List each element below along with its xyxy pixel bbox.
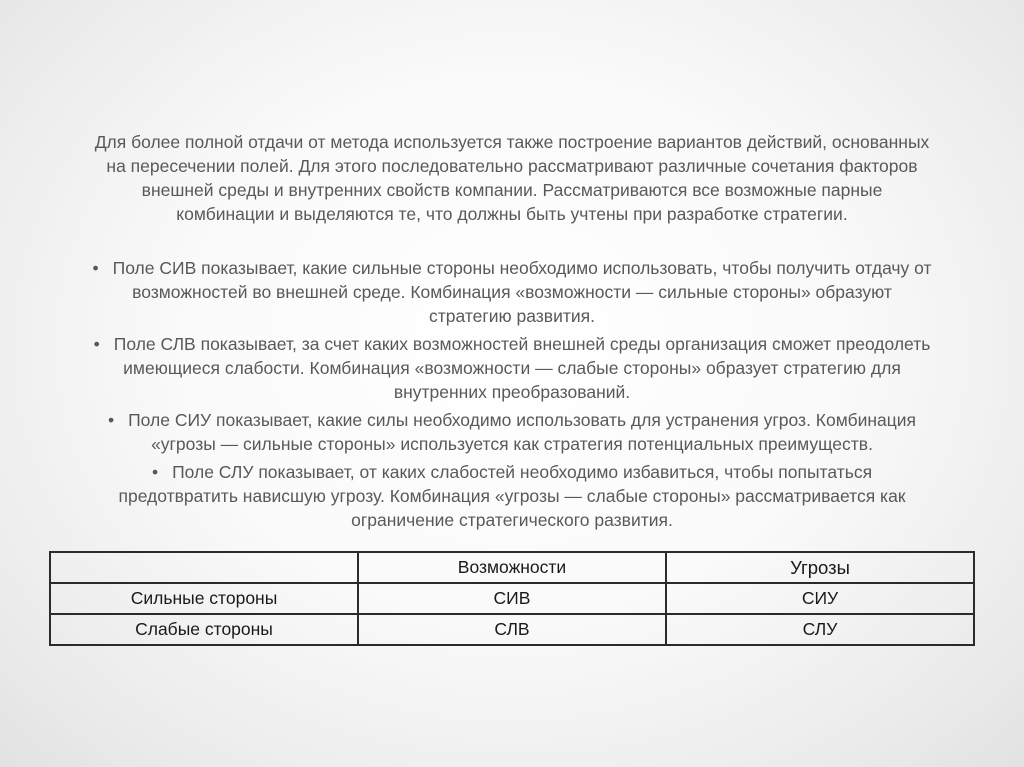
bullet-item-siu xyxy=(40,408,984,456)
bullet-icon: • xyxy=(92,258,99,278)
bullet-line: возможностей во внешней среде. Комбинация «возможности — сильные стороны» образуют xyxy=(132,282,892,302)
bullet-line: предотвратить нависшую угрозу. Комбинация «угрозы — слабые стороны» рассматривается как xyxy=(118,486,906,506)
bullet-item-slu xyxy=(40,460,984,532)
table-cell: Слабые стороны xyxy=(50,614,358,645)
bullet-line: имеющиеся слабости. Комбинация «возможности — слабые стороны» образует стратегию для xyxy=(123,358,901,378)
bullet-line: Поле СИУ показывает, какие силы необходимо использовать для устранения угроз. Комбинация xyxy=(128,410,917,430)
table-row xyxy=(50,583,974,614)
table-cell: СЛВ xyxy=(358,614,666,645)
table-header-row xyxy=(50,552,974,583)
intro-line: на пересечении полей. Для этого последовательно рассматривают различные сочетания факторов xyxy=(106,156,918,176)
bullet-line: ограничение стратегического развития. xyxy=(351,510,673,530)
swot-matrix-table xyxy=(49,551,975,646)
intro-paragraph xyxy=(45,130,979,226)
table-cell: Сильные стороны xyxy=(50,583,358,614)
table-header-cell: Угрозы xyxy=(666,552,974,583)
bullet-line: внутренних преобразований. xyxy=(393,382,631,402)
table-cell: СЛУ xyxy=(666,614,974,645)
bullet-line: стратегию развития. xyxy=(428,306,596,326)
table-header-cell xyxy=(50,552,358,583)
intro-line: комбинации и выделяются те, что должны быть учтены при разработке стратегии. xyxy=(176,204,848,224)
intro-line: Для более полной отдачи от метода используется также построение вариантов действий, основанных xyxy=(94,132,930,152)
bullet-icon: • xyxy=(151,462,159,482)
bullet-line: Поле СЛУ показывает, от каких слабостей необходимо избавиться, чтобы попытаться xyxy=(172,462,873,482)
table-header-cell: Возможности xyxy=(358,552,666,583)
bullet-line: «угрозы — сильные стороны» используется как стратегия потенциальных преимуществ. xyxy=(151,434,873,454)
intro-line: внешней среды и внутренних свойств компании. Рассматриваются все возможные парные xyxy=(141,180,883,200)
bullet-list xyxy=(40,256,984,536)
bullet-icon: • xyxy=(93,334,100,354)
bullet-line: Поле СЛВ показывает, за счет каких возможностей внешней среды организация сможет преодолеть xyxy=(113,334,931,354)
bullet-item-siv xyxy=(40,256,984,328)
bullet-icon: • xyxy=(107,410,115,430)
table-row xyxy=(50,614,974,645)
table-cell: СИВ xyxy=(358,583,666,614)
table-cell: СИУ xyxy=(666,583,974,614)
bullet-item-slv xyxy=(40,332,984,404)
bullet-line: Поле СИВ показывает, какие сильные стороны необходимо использовать, чтобы получить отдачу от xyxy=(112,258,932,278)
